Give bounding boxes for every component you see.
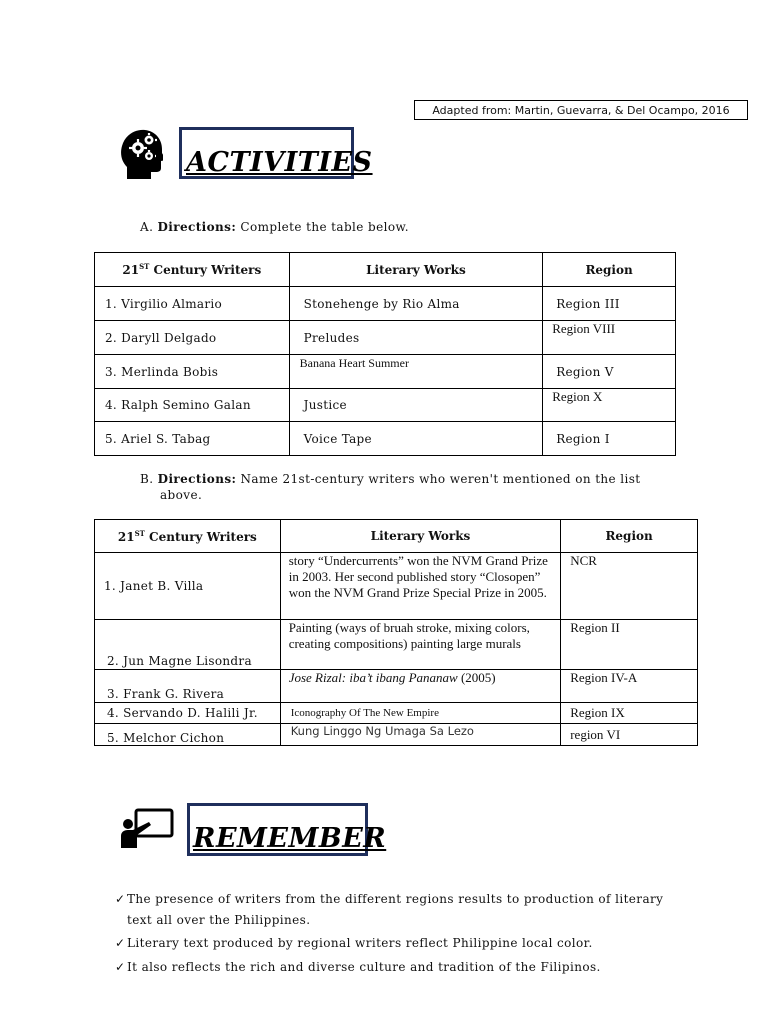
table-row (95, 389, 676, 422)
writer-cell: 5. Ariel S. Tabag (95, 422, 290, 456)
section-b-directions-text-2: above. (160, 488, 203, 502)
work-cell: Banana Heart Summer (289, 355, 543, 389)
activities-title: ACTIVITIES (186, 147, 373, 178)
col-header-region: Region (543, 253, 676, 287)
work-cell: Stonehenge by Rio Alma (289, 287, 543, 321)
region-cell: NCR (561, 553, 698, 620)
section-a-directions (140, 220, 409, 234)
table-row (95, 703, 698, 724)
region-cell: Region IV-A (561, 670, 698, 703)
list-item: ✓ It also reflects the rich and diverse culture and tradition of the Filipinos. (115, 957, 715, 978)
work-cell: Kung Linggo Ng Umaga Sa Lezo (280, 724, 561, 746)
writer-cell: 3. Frank G. Rivera (95, 670, 281, 703)
region-cell: region VI (561, 724, 698, 746)
table-row (95, 670, 698, 703)
col-header-writers: 21ST Century Writers (95, 253, 290, 287)
source-note: Adapted from: Martin, Guevarra, & Del Ocampo, 2016 (414, 100, 748, 120)
table-row (95, 287, 676, 321)
table-a-header-row (95, 253, 676, 287)
work-cell: Preludes (289, 321, 543, 355)
table-row (95, 620, 698, 670)
section-a-directions-label: Directions: (157, 220, 237, 234)
table-b (94, 519, 698, 746)
region-cell: Region I (543, 422, 676, 456)
work-cell (280, 670, 561, 703)
section-b-letter: B. (140, 472, 154, 486)
work-cell: Voice Tape (289, 422, 543, 456)
writer-cell: 4. Ralph Semino Galan (95, 389, 290, 422)
work-year: (2005) (457, 670, 496, 685)
table-row (95, 355, 676, 389)
region-cell: Region II (561, 620, 698, 670)
section-b-directions (140, 471, 641, 503)
work-cell: Justice (289, 389, 543, 422)
writer-cell: 1. Janet B. Villa (95, 553, 281, 620)
remember-title: REMEMBER (193, 823, 387, 854)
check-icon: ✓ (115, 936, 126, 950)
col-header-region: Region (561, 520, 698, 553)
section-a-directions-text: Complete the table below. (240, 220, 409, 234)
writer-cell: 2. Jun Magne Lisondra (95, 620, 281, 670)
table-row (95, 553, 698, 620)
table-row (95, 422, 676, 456)
writer-cell: 3. Merlinda Bobis (95, 355, 290, 389)
list-item: ✓ Literary text produced by regional writers reflect Philippine local color. (115, 933, 715, 954)
region-cell: Region X (543, 389, 676, 422)
section-a-letter: A. (140, 220, 154, 234)
work-cell: Painting (ways of bruah stroke, mixing colors, creating compositions) painting large murals (280, 620, 561, 670)
table-row (95, 321, 676, 355)
col-header-works: Literary Works (289, 253, 543, 287)
region-cell: Region IX (561, 703, 698, 724)
list-item: ✓ The presence of writers from the different regions results to production of literary text all over the Philippines. (115, 889, 715, 931)
writer-cell: 5. Melchor Cichon (95, 724, 281, 746)
section-b-directions-text: Name 21st-century writers who weren't mentioned on the list (240, 472, 641, 486)
region-cell: Region V (543, 355, 676, 389)
col-header-works: Literary Works (280, 520, 561, 553)
region-cell: Region VIII (543, 321, 676, 355)
col-header-writers: 21ST Century Writers (95, 520, 281, 553)
teacher-board-icon (119, 808, 175, 850)
check-icon: ✓ (115, 892, 126, 906)
head-gears-icon (119, 127, 163, 183)
writer-cell: 4. Servando D. Halili Jr. (95, 703, 281, 724)
region-cell: Region III (543, 287, 676, 321)
work-title-italic: Jose Rizal: iba’t ibang Pananaw (288, 670, 458, 685)
table-row (95, 724, 698, 746)
remember-list (115, 889, 715, 978)
work-cell: story “Undercurrents” won the NVM Grand Prize in 2003. Her second published story “Closopen” won the NVM Grand Prize Special Prize in 2005. (280, 553, 561, 620)
section-b-directions-label: Directions: (157, 472, 237, 486)
table-a (94, 252, 676, 456)
writer-cell: 2. Daryll Delgado (95, 321, 290, 355)
table-b-header-row (95, 520, 698, 553)
work-cell: Iconography Of The New Empire (280, 703, 561, 724)
writer-cell: 1. Virgilio Almario (95, 287, 290, 321)
check-icon: ✓ (115, 960, 126, 974)
